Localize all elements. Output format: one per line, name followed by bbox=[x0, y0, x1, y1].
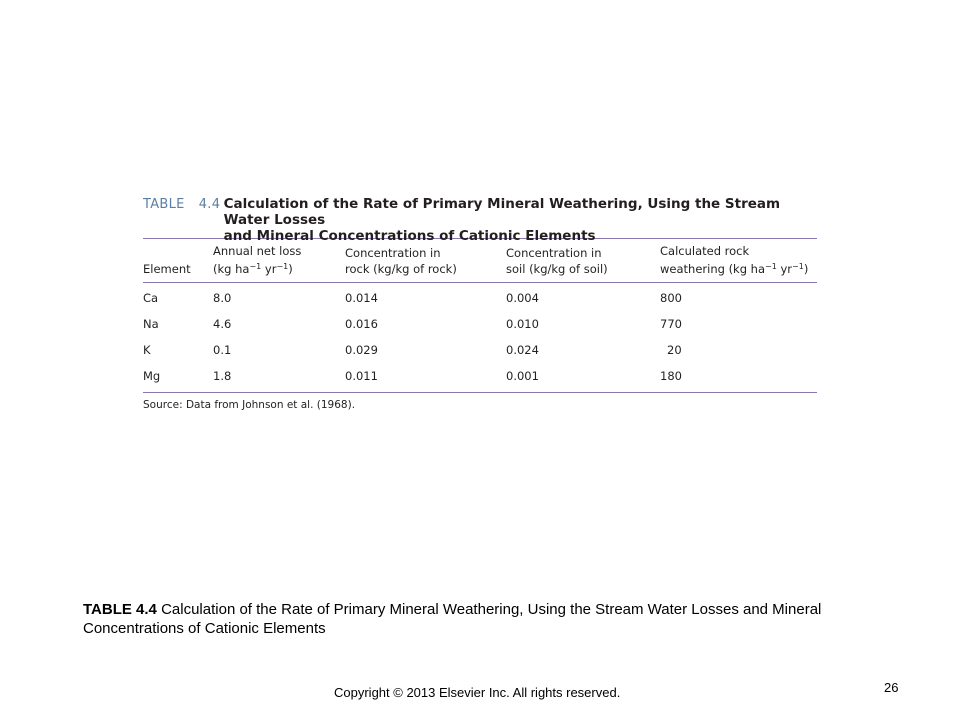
copyright-notice: Copyright © 2013 Elsevier Inc. All rights reserved. bbox=[334, 685, 621, 700]
cell-calculated-weathering: 770 bbox=[660, 317, 682, 331]
column-header-line1: Concentration in bbox=[345, 246, 441, 260]
table-bottom-rule bbox=[143, 392, 817, 393]
header-text: ) bbox=[803, 262, 809, 276]
cell-annual-net-loss: 0.1 bbox=[213, 343, 232, 357]
table-source: Source: Data from Johnson et al. (1968). bbox=[143, 399, 356, 411]
table-header bbox=[143, 196, 817, 244]
column-header-calculated-weathering bbox=[660, 239, 817, 282]
table-figure bbox=[143, 196, 817, 411]
header-text: yr bbox=[261, 262, 277, 276]
caption-label: TABLE 4.4 bbox=[83, 601, 157, 618]
column-header-soil-concentration bbox=[506, 239, 660, 282]
header-superscript: −1 bbox=[249, 262, 262, 271]
header-superscript: −1 bbox=[276, 262, 289, 271]
header-superscript: −1 bbox=[765, 262, 777, 271]
column-header-line2 bbox=[213, 259, 345, 277]
cell-annual-net-loss: 4.6 bbox=[213, 317, 232, 331]
slide-caption bbox=[83, 600, 903, 638]
column-header-rock-concentration bbox=[345, 239, 506, 282]
page-number: 26 bbox=[884, 680, 899, 695]
column-header-line1: Concentration in bbox=[506, 246, 602, 260]
cell-calculated-weathering: 800 bbox=[660, 291, 682, 305]
cell-element: Na bbox=[143, 317, 159, 331]
column-header-line1: Calculated rock bbox=[660, 244, 750, 258]
caption-text: Calculation of the Rate of Primary Mineral Weathering, Using the Stream Water Losses and Mineral Concentrations of Cationic Elements bbox=[83, 601, 822, 637]
header-superscript: −1 bbox=[792, 262, 804, 271]
column-header-line1: Annual net loss bbox=[213, 244, 302, 258]
header-text: yr bbox=[776, 262, 793, 276]
cell-rock-concentration: 0.016 bbox=[345, 317, 378, 331]
table-row bbox=[143, 283, 817, 311]
cell-soil-concentration: 0.001 bbox=[506, 369, 539, 383]
column-header-line2: Element bbox=[143, 262, 191, 276]
column-header-line2: rock (kg/kg of rock) bbox=[345, 262, 457, 276]
cell-element: K bbox=[143, 343, 151, 357]
table-row bbox=[143, 311, 817, 337]
cell-soil-concentration: 0.024 bbox=[506, 343, 539, 357]
cell-annual-net-loss: 1.8 bbox=[213, 369, 232, 383]
table-title bbox=[224, 196, 817, 244]
cell-annual-net-loss: 8.0 bbox=[213, 291, 232, 305]
table-header-row bbox=[143, 239, 817, 282]
header-text: ) bbox=[288, 262, 293, 276]
cell-soil-concentration: 0.004 bbox=[506, 291, 539, 305]
column-header-annual-net-loss bbox=[213, 239, 345, 282]
table-row bbox=[143, 337, 817, 363]
cell-element: Ca bbox=[143, 291, 159, 305]
cell-rock-concentration: 0.029 bbox=[345, 343, 378, 357]
header-text: weathering (kg ha bbox=[660, 262, 766, 276]
column-header-line2: soil (kg/kg of soil) bbox=[506, 262, 608, 276]
table-label-word: TABLE bbox=[143, 197, 185, 212]
cell-rock-concentration: 0.014 bbox=[345, 291, 378, 305]
table-label bbox=[143, 196, 224, 213]
table-label-number: 4.4 bbox=[198, 197, 221, 212]
table-row bbox=[143, 363, 817, 392]
header-text: (kg ha bbox=[213, 262, 250, 276]
cell-element: Mg bbox=[143, 369, 161, 383]
cell-calculated-weathering: 20 bbox=[667, 343, 682, 357]
column-header-line2 bbox=[660, 259, 817, 277]
table-title-line2: and Mineral Concentrations of Cationic Elements bbox=[223, 228, 596, 244]
data-table bbox=[143, 239, 817, 392]
cell-rock-concentration: 0.011 bbox=[345, 369, 378, 383]
cell-calculated-weathering: 180 bbox=[660, 369, 682, 383]
cell-soil-concentration: 0.010 bbox=[506, 317, 539, 331]
table-title-line1: Calculation of the Rate of Primary Mineral Weathering, Using the Stream Water Losses bbox=[223, 196, 781, 228]
column-header-element bbox=[143, 239, 213, 282]
